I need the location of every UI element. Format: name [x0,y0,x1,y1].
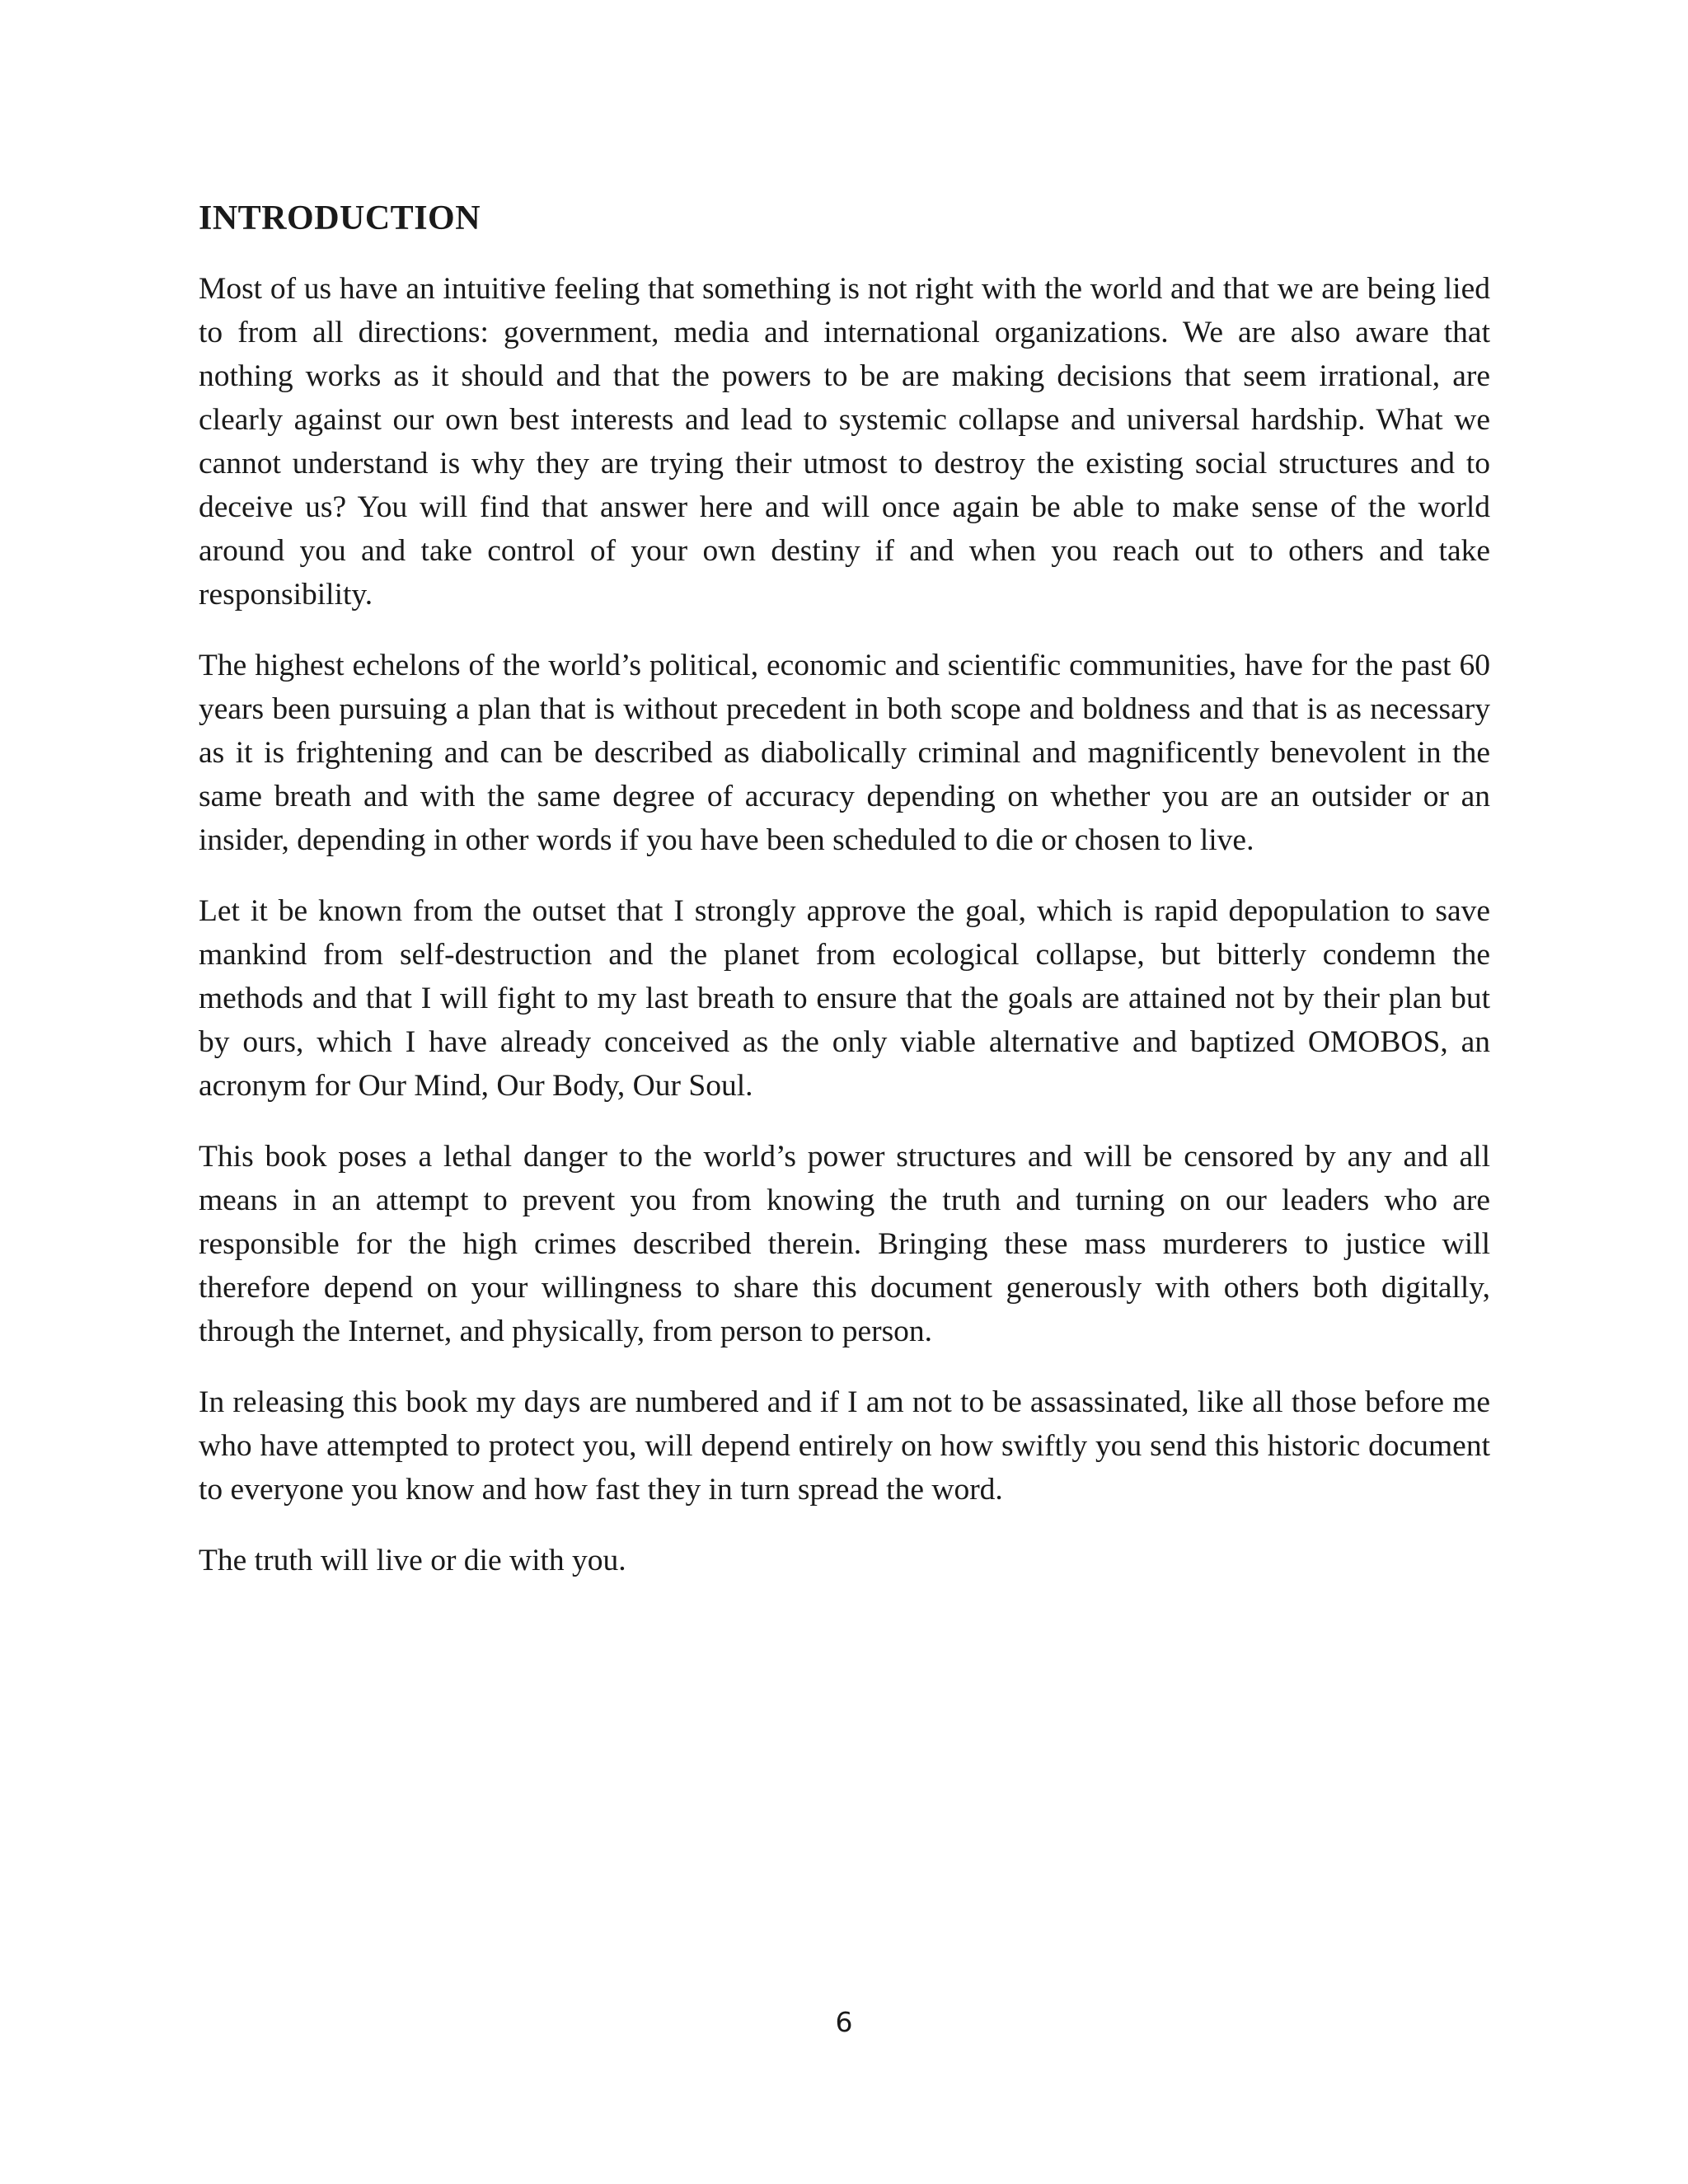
paragraph-6: The truth will live or die with you. [199,1544,626,1578]
paragraph-4: This book poses a lethal danger to the world’s power structures and will be censored by any and all means in an attempt to prevent you from knowing the truth and turning on our leaders who are responsible for the high crimes described therein. Bringing these mass murderers to justice will therefore depend on your willingness to share this document generously with others both digitally, through the Internet, and physically, from person to person. [199,1140,1490,1349]
paragraph-3: Let it be known from the outset that I strongly approve the goal, which is rapid depopulation to save mankind from self-destruction and the planet from ecological collapse, but bitterly condemn the methods and that I will fight to my last breath to ensure that the goals are attained not by their plan but by ours, which I have already conceived as the only viable alternative and baptized OMOBOS, an acronym for Our Mind, Our Body, Our Soul. [199,894,1490,1104]
page-number: 6 [835,2006,853,2038]
paragraph-5: In releasing this book my days are numbered and if I am not to be assassinated, like all those before me who have attempted to protect you, will depend entirely on how swiftly you send this historic document to everyone you know and how fast they in turn spread the word. [199,1385,1490,1507]
page-content [199,198,1490,1610]
section-heading: INTRODUCTION [199,199,481,237]
paragraph-2: The highest echelons of the world’s political, economic and scientific communities, have for the past 60 years been pursuing a plan that is without precedent in both scope and boldness and that is as necessary as it is frightening and can be described as diabolically criminal and magnificently benevolent in the same breath and with the same degree of accuracy depending on whether you are an outsider or an insider, depending in other words if you have been scheduled to die or chosen to live. [199,649,1490,858]
paragraph-1: Most of us have an intuitive feeling that something is not right with the world and that we are being lied to from all directions: government, media and international organizations. We are also aware that nothing works as it should and that the powers to be are making decisions that seem irrational, are clearly against our own best interests and lead to systemic collapse and universal hardship. What we cannot understand is why they are trying their utmost to destroy the existing social structures and to deceive us? You will find that answer here and will once again be able to make sense of the world around you and take control of your own destiny if and when you reach out to others and take responsibility. [199,272,1490,612]
